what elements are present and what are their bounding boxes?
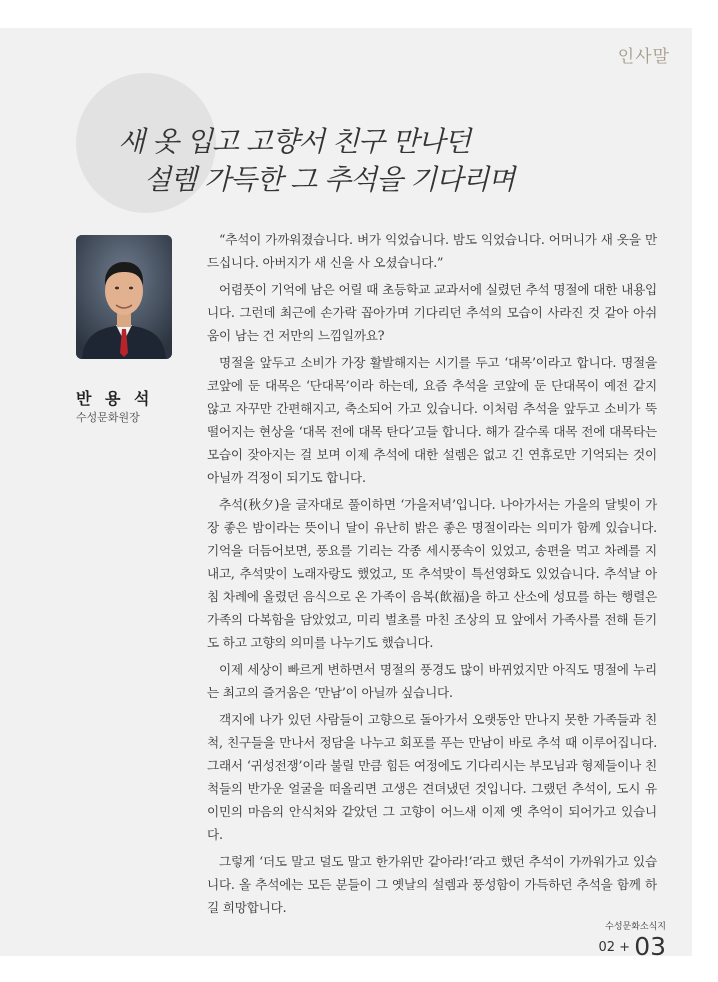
page bbox=[0, 28, 692, 961]
paragraph: 어렴풋이 기억에 남은 어릴 때 초등학교 교과서에 실렸던 추석 명절에 대한 내용입니다. 그런데 최근에 손가락 꼽아가며 기다리던 추석의 모습이 사라진 것 같아 아쉬움이 남는 건 저만의 느낌일까요? bbox=[207, 282, 657, 343]
author-photo bbox=[76, 235, 172, 359]
author-name: 반 용 석 bbox=[76, 389, 154, 408]
page-footer bbox=[598, 919, 666, 961]
article-body bbox=[207, 228, 657, 923]
paragraph: 명절을 앞두고 소비가 가장 활발해지는 시기를 두고 ‘대목’이라고 합니다. 명절을 코앞에 둔 대목은 ‘단대목’이라 하는데, 요즘 추석을 코앞에 둔 단대목이 예전 같지 않고 자꾸만 간편해지고, 축소되어 가고 있습니다. 이처럼 추석을 앞두고 소비가 뚝 떨어지는 현상을 ‘대목 전에 대목 탄다’고들 합니다. 해가 갈수록 대목 전에 대목타는 모습이 잦아지는 걸 보며 이제 추석에 대한 설렘은 없고 긴 연휴로만 기억되는 것이 아닐까 걱정이 되기도 합니다. bbox=[207, 355, 657, 485]
section-tag: 인사말 bbox=[617, 47, 670, 67]
title-line-2: 설렘 가득한 그 추석을 기다리며 bbox=[144, 163, 515, 196]
paragraph: 이제 세상이 빠르게 변하면서 명절의 풍경도 많이 바뀌었지만 아직도 명절에 누리는 최고의 즐거움은 ‘만남’이 아닐까 싶습니다. bbox=[207, 662, 657, 700]
title-line-1: 새 옷 입고 고향서 친구 만나던 bbox=[118, 125, 471, 158]
magazine-name: 수성문화소식지 bbox=[605, 922, 666, 932]
issue-number: 02 + bbox=[598, 940, 631, 955]
paragraph: 추석(秋夕)을 글자대로 풀이하면 ‘가을저녁’입니다. 나아가서는 가을의 달빛이 가장 좋은 밤이라는 뜻이니 달이 유난히 밝은 좋은 명절이라는 의미가 함께 있습니다. 기억을 더듬어보면, 풍요를 기리는 각종 세시풍속이 있었고, 송편을 먹고 차례를 지내고, 추석맞이 노래자랑도 했었고, 또 추석맞이 특선영화도 있었습니다. 추석날 아침 차례에 올렸던 음식으로 온 가족이 음복(飮福)을 하고 산소에 성묘를 하는 행렬은 가족의 다복함을 담았었고, 미리 벌초를 마친 조상의 묘 앞에서 가족사를 전해 듣기도 하고 고향의 의미를 나누기도 했습니다. bbox=[207, 497, 657, 650]
author-role: 수성문화원장 bbox=[76, 411, 140, 424]
paragraph: 그렇게 ‘더도 말고 덜도 말고 한가위만 같아라!’라고 했던 추석이 가까워가고 있습니다. 올 추석에는 모든 분들이 그 옛날의 설렘과 풍성함이 가득하던 추석을 함께 하길 희망합니다. bbox=[207, 854, 657, 915]
page-title bbox=[118, 123, 514, 199]
paragraph: 객지에 나가 있던 사람들이 고향으로 돌아가서 오랫동안 만나지 못한 가족들과 친척, 친구들을 만나서 정담을 나누고 회포를 푸는 만남이 바로 추석 때 이루어집니다. 그래서 ‘귀성전쟁’이라 불릴 만큼 힘든 여정에도 기다리시는 부모님과 형제들이나 친척들의 반가운 얼굴을 떠올리면 고생은 견뎌냈던 것입니다. 그랬던 추석이, 도시 유이민의 마음의 안식처와 같았던 그 고향이 어느새 이제 옛 추억이 되어가고 있습니다. bbox=[207, 712, 657, 842]
page-number-value: 03 bbox=[634, 932, 666, 961]
page-number bbox=[598, 932, 666, 961]
paragraph: “추석이 가까워졌습니다. 벼가 익었습니다. 밤도 익었습니다. 어머니가 새 옷을 만드십니다. 아버지가 새 신을 사 오셨습니다.” bbox=[207, 232, 657, 270]
